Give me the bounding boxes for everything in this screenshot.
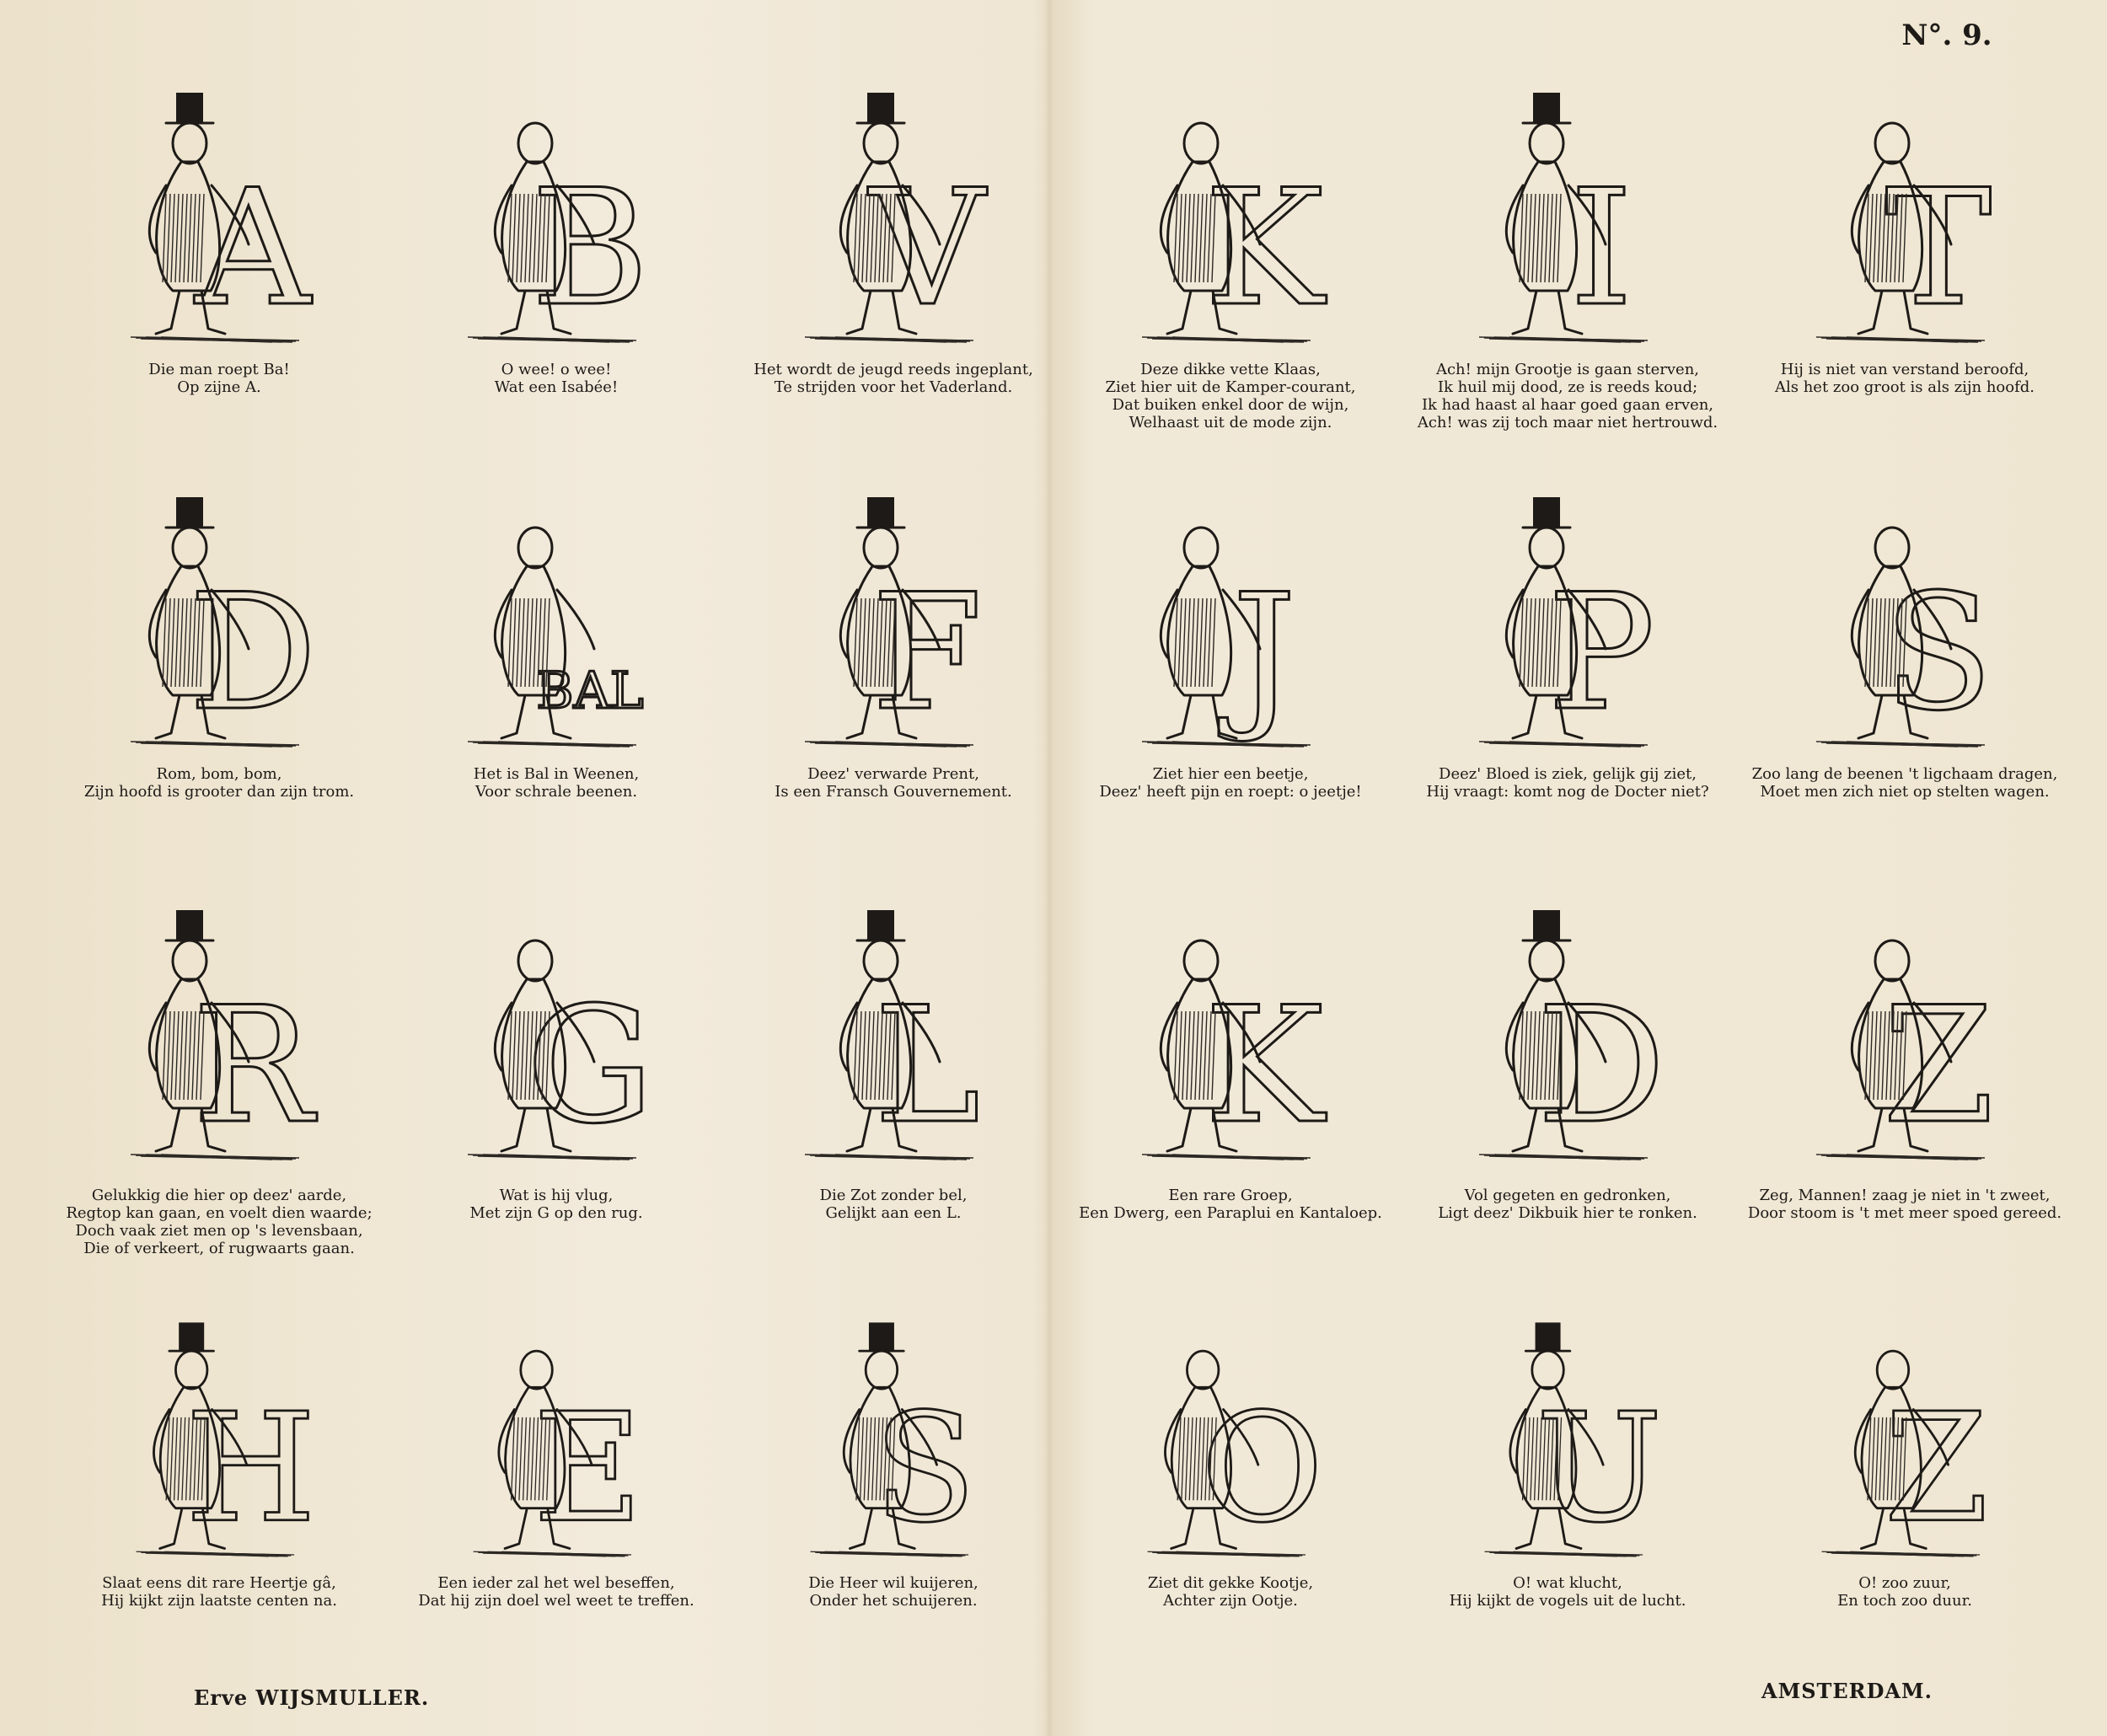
plate-letter-glyph: S (873, 1381, 977, 1557)
alphabet-plate (725, 1306, 1062, 1669)
plate-letter-glyph: H (185, 1381, 317, 1557)
woodcut-illustration (442, 1315, 670, 1567)
caption-line: En toch zoo duur. (1837, 1592, 1972, 1610)
plate-caption (59, 1574, 379, 1610)
caption-line: Regtop kan gaan, en voelt dien waarde; (66, 1204, 373, 1222)
plate-caption (396, 765, 716, 801)
plate-letter-glyph: U (1536, 1381, 1663, 1557)
plate-caption (1745, 361, 2065, 396)
publisher-name: Erve WIJSMULLER. (194, 1685, 430, 1710)
woodcut-illustration (105, 1315, 333, 1567)
plate-letter-glyph: E (533, 1381, 643, 1557)
plate-caption (59, 1187, 379, 1257)
plate-caption (59, 361, 379, 396)
caption-line: Ligt deez' Dikbuik hier te ronken. (1438, 1204, 1697, 1222)
woodcut-illustration (1791, 1315, 2019, 1567)
caption-line: Deez' Bloed is ziek, gelijk gij ziet, (1439, 765, 1697, 783)
woodcut-illustration (1454, 84, 1681, 354)
alphabet-plate (725, 480, 1062, 885)
caption-line: Een ieder zal het wel beseffen, (437, 1574, 675, 1592)
woodcut-illustration (1117, 84, 1344, 354)
plate-number: N°. 9. (1901, 19, 1992, 52)
alphabet-plate (388, 76, 725, 480)
plate-caption (1407, 361, 1728, 431)
woodcut-illustration (442, 489, 670, 758)
plate-letter-glyph: L (873, 972, 981, 1159)
alphabet-plate (1399, 1306, 1736, 1669)
plate-caption (1070, 765, 1391, 801)
caption-line: Hij vraagt: komt nog de Docter niet? (1426, 783, 1709, 801)
alphabet-plate (1062, 76, 1399, 480)
caption-line: Deez' heeft pijn en roept: o jeetje! (1099, 783, 1362, 801)
plate-caption (1407, 765, 1728, 801)
plate-caption (396, 361, 716, 396)
caption-line: Dat hij zijn doel wel weet te treffen. (418, 1592, 694, 1610)
caption-line: Rom, bom, bom, (156, 765, 282, 783)
alphabet-plate (1736, 885, 2073, 1306)
alphabet-plate (1736, 76, 2073, 480)
plate-caption (1407, 1187, 1728, 1222)
caption-line: Hij kijkt de vogels uit de lucht. (1449, 1592, 1686, 1610)
alphabet-plate (1062, 1306, 1399, 1669)
plate-caption (733, 1187, 1054, 1222)
plate-caption (733, 1574, 1054, 1610)
alphabet-plate (725, 76, 1062, 480)
caption-line: Slaat eens dit rare Heertje gâ, (102, 1574, 336, 1592)
plate-caption (1407, 1574, 1728, 1610)
plate-letter-glyph: A (195, 155, 311, 341)
caption-line: Een Dwerg, een Paraplui en Kantaloep. (1079, 1204, 1382, 1222)
caption-line: Achter zijn Ootje. (1163, 1592, 1298, 1610)
woodcut-illustration (1117, 893, 1344, 1180)
plate-letter-glyph: F (871, 560, 983, 746)
caption-line: Het wordt de jeugd reeds ingeplant, (753, 361, 1033, 378)
caption-line: Zijn hoofd is grooter dan zijn trom. (83, 783, 355, 801)
alphabet-plate (1399, 76, 1736, 480)
woodcut-illustration (442, 84, 670, 354)
caption-line: Ach! was zij toch maar niet hertrouwd. (1417, 414, 1718, 431)
caption-line: Ach! mijn Grootje is gaan sterven, (1435, 361, 1700, 378)
plate-caption (396, 1187, 716, 1222)
alphabet-plate (51, 1306, 388, 1669)
caption-line: Ziet hier een beetje, (1152, 765, 1309, 783)
plate-letter-glyph: S (1883, 560, 1994, 746)
plate-caption (1070, 1187, 1391, 1222)
alphabet-plate (1399, 480, 1736, 885)
plate-letter-glyph: V (869, 155, 985, 341)
caption-line: Te strijden voor het Vaderland. (774, 378, 1013, 396)
alphabet-plate (51, 885, 388, 1306)
plate-caption (733, 361, 1054, 396)
plate-letter-glyph: K (1204, 972, 1324, 1159)
caption-line: O! wat klucht, (1513, 1574, 1622, 1592)
alphabet-grid (51, 76, 2073, 1669)
plate-caption (1745, 765, 2065, 801)
caption-line: Is een Fransch Gouvernement. (775, 783, 1012, 801)
caption-line: Wat een Isabée! (494, 378, 619, 396)
caption-line: Op zijne A. (177, 378, 261, 396)
caption-line: Ziet dit gekke Kootje, (1147, 1574, 1314, 1592)
alphabet-plate (1736, 480, 2073, 885)
caption-line: Wat is hij vlug, (499, 1187, 614, 1204)
caption-line: Ik had haast al haar goed gaan erven, (1421, 396, 1714, 414)
caption-line: Die of verkeert, of rugwaarts gaan. (83, 1240, 355, 1257)
plate-letter-glyph: Z (1882, 972, 1995, 1159)
caption-line: Het is Bal in Weenen, (473, 765, 640, 783)
caption-line: Hij is niet van verstand beroofd, (1780, 361, 2029, 378)
caption-line: Gelijkt aan een L. (825, 1204, 962, 1222)
woodcut-illustration (1791, 84, 2019, 354)
caption-line: Zeg, Mannen! zaag je niet in 't zweet, (1759, 1187, 2051, 1204)
plate-letter-glyph: T (1885, 155, 1992, 341)
plate-letter-glyph: O (1200, 1381, 1324, 1557)
plate-caption (59, 765, 379, 801)
caption-line: Gelukkig die hier op deez' aarde, (91, 1187, 347, 1204)
woodcut-illustration (1791, 489, 2019, 758)
alphabet-plate (725, 885, 1062, 1306)
plate-caption (396, 1574, 716, 1610)
plate-letter-glyph: I (1569, 155, 1633, 341)
plate-caption (1745, 1574, 2065, 1610)
woodcut-illustration (105, 84, 333, 354)
alphabet-plate (1062, 885, 1399, 1306)
woodcut-illustration (1117, 489, 1344, 758)
plate-caption (1070, 361, 1391, 431)
plate-caption (733, 765, 1054, 801)
caption-line: Welhaast uit de mode zijn. (1129, 414, 1332, 431)
alphabet-plate (51, 480, 388, 885)
caption-line: O! zoo zuur, (1858, 1574, 1951, 1592)
plate-letter-glyph: G (526, 972, 654, 1159)
woodcut-illustration (1454, 1315, 1681, 1567)
woodcut-illustration (780, 84, 1007, 354)
caption-line: Ik huil mij dood, ze is reeds koud; (1437, 378, 1698, 396)
caption-line: Ziet hier uit de Kamper-courant, (1105, 378, 1356, 396)
caption-line: Dat buiken enkel door de wijn, (1112, 396, 1349, 414)
woodcut-illustration (105, 893, 333, 1180)
plate-letter-glyph: B (531, 155, 649, 341)
caption-line: Die Zot zonder bel, (819, 1187, 968, 1204)
caption-line: Voor schrale beenen. (474, 783, 638, 801)
alphabet-plate (1062, 480, 1399, 885)
plate-letter-glyph: K (1204, 155, 1324, 341)
plate-letter-glyph: J (1231, 560, 1297, 746)
woodcut-illustration (780, 893, 1007, 1180)
woodcut-illustration (1454, 893, 1681, 1180)
woodcut-illustration (1117, 1315, 1344, 1567)
alphabet-plate (51, 76, 388, 480)
woodcut-illustration (1791, 893, 2019, 1180)
caption-line: Onder het schuijeren. (809, 1592, 978, 1610)
alphabet-plate (388, 1306, 725, 1669)
plate-letter-glyph: P (1547, 560, 1655, 746)
caption-line: Vol gegeten en gedronken, (1464, 1187, 1671, 1204)
plate-letter-glyph: D (188, 560, 318, 746)
caption-line: Die man roept Ba! (148, 361, 290, 378)
caption-line: Moet men zich niet op stelten wagen. (1760, 783, 2050, 801)
alphabet-plate (1736, 1306, 2073, 1669)
caption-line: Een rare Groep, (1168, 1187, 1293, 1204)
caption-line: Door stoom is 't met meer spoed gereed. (1747, 1204, 2062, 1222)
woodcut-illustration (780, 489, 1007, 758)
caption-line: Deze dikke vette Klaas, (1140, 361, 1321, 378)
caption-line: Hij kijkt zijn laatste centen na. (101, 1592, 337, 1610)
caption-line: Die Heer wil kuijeren, (808, 1574, 978, 1592)
publisher-city: AMSTERDAM. (1761, 1679, 1933, 1703)
plate-letter-glyph: BAL (536, 662, 644, 721)
plate-letter-glyph: Z (1884, 1381, 1989, 1557)
woodcut-illustration (442, 893, 670, 1180)
woodcut-illustration (780, 1315, 1007, 1567)
caption-line: O wee! o wee! (501, 361, 612, 378)
caption-line: Met zijn G op den rug. (469, 1204, 643, 1222)
alphabet-plate (388, 885, 725, 1306)
woodcut-illustration (105, 489, 333, 758)
caption-line: Als het zoo groot is als zijn hoofd. (1774, 378, 2035, 396)
plate-letter-glyph: R (192, 972, 314, 1159)
plate-caption (1745, 1187, 2065, 1222)
caption-line: Doch vaak ziet men op 's levensbaan, (75, 1222, 363, 1240)
woodcut-illustration (1454, 489, 1681, 758)
alphabet-plate (388, 480, 725, 885)
plate-letter-glyph: D (1536, 972, 1666, 1159)
alphabet-plate (1399, 885, 1736, 1306)
caption-line: Deez' verwarde Prent, (807, 765, 979, 783)
caption-line: Zoo lang de beenen 't ligchaam dragen, (1751, 765, 2058, 783)
plate-caption (1070, 1574, 1391, 1610)
